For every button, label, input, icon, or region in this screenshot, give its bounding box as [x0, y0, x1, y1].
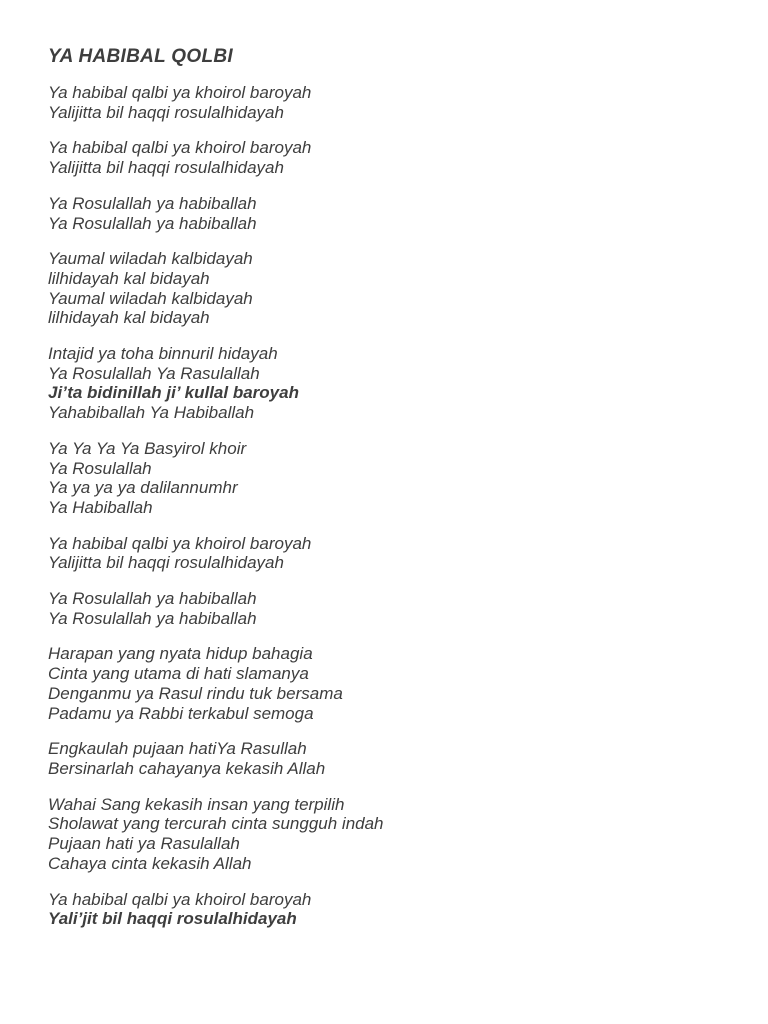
lyric-line: Ji’ta bidinillah ji’ kullal baroyah: [48, 383, 299, 403]
lyric-line: Ya ya ya ya dalilannumhr: [48, 478, 238, 498]
lyric-line: Wahai Sang kekasih insan yang terpilih: [48, 794, 345, 814]
lyric-line: lilhidayah kal bidayah: [48, 308, 210, 328]
lyric-line: Yalijitta bil haqqi rosulalhidayah: [48, 158, 284, 178]
lyric-line: Harapan yang nyata hidup bahagia: [48, 644, 313, 664]
lyric-line: Denganmu ya Rasul rindu tuk bersama: [48, 683, 343, 703]
lyric-line: Ya Ya Ya Ya Basyirol khoir: [48, 438, 247, 458]
lyric-line: Cinta yang utama di hati slamanya: [48, 664, 309, 684]
lyrics-body: [48, 83, 720, 929]
lyric-stanza: [48, 439, 720, 518]
lyric-line: Ya habibal qalbi ya khoirol baroyah: [48, 533, 312, 553]
lyric-line: Ya habibal qalbi ya khoirol baroyah: [48, 83, 312, 102]
lyric-line: Pujaan hati ya Rasulallah: [48, 834, 240, 854]
lyric-stanza: [48, 194, 720, 233]
lyric-stanza: [48, 795, 720, 874]
lyric-line: Yalijitta bil haqqi rosulalhidayah: [48, 553, 284, 573]
song-title: YA HABIBAL QOLBI: [48, 46, 233, 67]
lyric-line: Yaumal wiladah kalbidayah: [48, 249, 253, 269]
lyric-line: Yaumal wiladah kalbidayah: [48, 288, 253, 308]
lyric-stanza: [48, 344, 720, 423]
lyric-line: Ya Rosulallah ya habiballah: [48, 213, 257, 233]
lyric-stanza: [48, 249, 720, 328]
lyric-line: Ya Rosulallah Ya Rasulallah: [48, 363, 260, 383]
lyric-line: Sholawat yang tercurah cinta sungguh indah: [48, 814, 384, 834]
lyric-stanza: [48, 589, 720, 628]
lyric-line: Yalijitta bil haqqi rosulalhidayah: [48, 102, 284, 122]
lyric-line: lilhidayah kal bidayah: [48, 268, 210, 288]
lyric-line: Ya Rosulallah ya habiballah: [48, 193, 257, 213]
lyric-line: Yahabiballah Ya Habiballah: [48, 403, 255, 423]
lyric-stanza: [48, 83, 720, 122]
lyric-line: Ya Rosulallah ya habiballah: [48, 589, 257, 609]
lyric-stanza: [48, 644, 720, 723]
lyric-stanza: [48, 534, 720, 573]
lyric-stanza: [48, 138, 720, 177]
lyric-line: Ya habibal qalbi ya khoirol baroyah: [48, 138, 312, 158]
lyric-line: Engkaulah pujaan hatiYa Rasullah: [48, 739, 307, 759]
lyric-stanza: [48, 890, 720, 929]
lyric-line: Bersinarlah cahayanya kekasih Allah: [48, 758, 326, 778]
lyric-line: Yali’jit bil haqqi rosulalhidayah: [48, 909, 297, 929]
lyric-line: Padamu ya Rabbi terkabul semoga: [48, 703, 314, 723]
lyric-line: Ya Habiballah: [48, 497, 153, 517]
lyric-line: Ya habibal qalbi ya khoirol baroyah: [48, 889, 312, 909]
lyric-line: Ya Rosulallah ya habiballah: [48, 608, 257, 628]
lyric-stanza: [48, 739, 720, 778]
lyric-line: Ya Rosulallah: [48, 458, 152, 478]
lyric-line: Intajid ya toha binnuril hidayah: [48, 344, 278, 364]
lyric-line: Cahaya cinta kekasih Allah: [48, 853, 252, 873]
